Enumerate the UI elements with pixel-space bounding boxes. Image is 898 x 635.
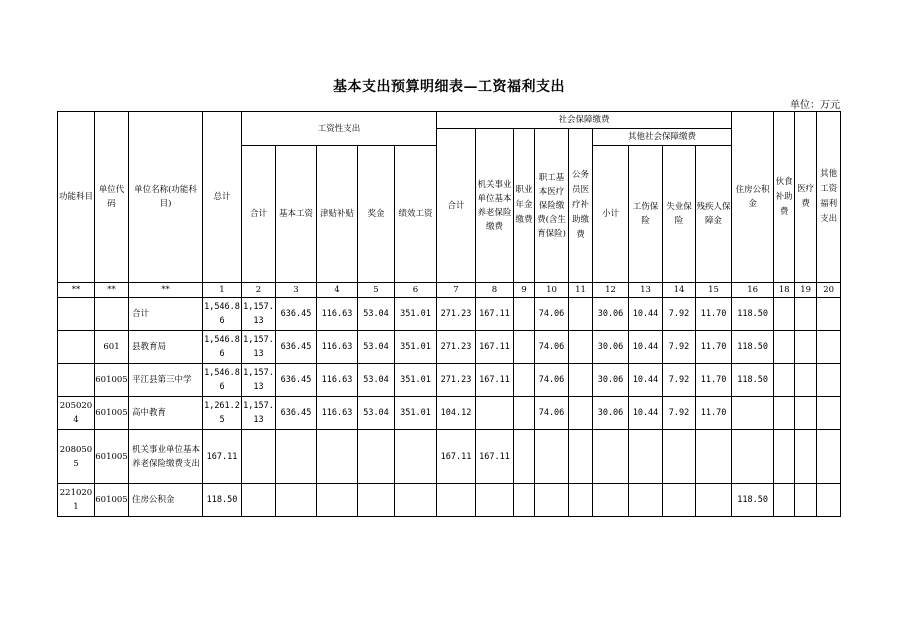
header-other-welfare: 其他工资福利支出 xyxy=(817,112,841,283)
table-cell: 601005 xyxy=(95,364,129,397)
table-cell: 1,157.13 xyxy=(242,364,276,397)
table-cell xyxy=(58,364,95,397)
table-cell xyxy=(817,484,841,517)
table-cell: 7.92 xyxy=(663,397,696,430)
table-cell xyxy=(795,298,817,331)
table-cell: 74.06 xyxy=(535,331,569,364)
table-row xyxy=(58,298,841,331)
table-cell xyxy=(663,484,696,517)
table-cell: 167.11 xyxy=(203,430,242,484)
header-social-group: 社会保障缴费 xyxy=(437,112,732,129)
index-cell: 3 xyxy=(276,283,317,298)
table-cell xyxy=(476,484,514,517)
index-cell: 20 xyxy=(817,283,841,298)
index-cell: 9 xyxy=(514,283,535,298)
table-cell xyxy=(514,331,535,364)
index-cell: 14 xyxy=(663,283,696,298)
table-cell xyxy=(58,298,95,331)
table-cell: 53.04 xyxy=(358,364,395,397)
index-cell: 1 xyxy=(203,283,242,298)
table-cell: 167.11 xyxy=(476,331,514,364)
table-cell xyxy=(58,331,95,364)
table-cell: 167.11 xyxy=(476,364,514,397)
table-cell: 住房公积金 xyxy=(129,484,203,517)
table-cell xyxy=(795,331,817,364)
table-cell: 53.04 xyxy=(358,397,395,430)
table-cell: 118.50 xyxy=(203,484,242,517)
header-basic-wage: 基本工资 xyxy=(276,146,317,283)
table-cell: 11.70 xyxy=(696,397,732,430)
table-cell: 636.45 xyxy=(276,397,317,430)
table-cell xyxy=(514,397,535,430)
table-cell xyxy=(774,364,795,397)
header-meal: 伙食补助费 xyxy=(774,112,795,283)
table-cell: 11.70 xyxy=(696,331,732,364)
table-cell xyxy=(358,484,395,517)
table-cell: 1,546.86 xyxy=(203,298,242,331)
table-cell xyxy=(663,430,696,484)
table-cell: 30.06 xyxy=(593,364,629,397)
header-other-subtotal: 小计 xyxy=(593,146,629,283)
table-cell: 县教育局 xyxy=(129,331,203,364)
table-cell xyxy=(276,430,317,484)
table-cell xyxy=(317,430,358,484)
index-cell: 7 xyxy=(437,283,476,298)
table-cell xyxy=(774,298,795,331)
header-total: 总计 xyxy=(203,112,242,283)
table-cell: 74.06 xyxy=(535,298,569,331)
header-civil-medical: 公务员医疗补助缴费 xyxy=(569,129,593,283)
table-row xyxy=(58,331,841,364)
table-cell: 351.01 xyxy=(395,331,437,364)
table-cell: 合计 xyxy=(129,298,203,331)
index-cell: 16 xyxy=(732,283,774,298)
table-cell: 1,157.13 xyxy=(242,397,276,430)
budget-table xyxy=(57,111,841,517)
table-cell xyxy=(774,397,795,430)
table-row xyxy=(58,484,841,517)
index-cell: 19 xyxy=(795,283,817,298)
table-cell xyxy=(569,430,593,484)
table-cell: 1,261.25 xyxy=(203,397,242,430)
table-cell xyxy=(358,430,395,484)
table-cell: 机关事业单位基本养老保险缴费支出 xyxy=(129,430,203,484)
unit-label: 单位：万元 xyxy=(790,100,840,111)
index-cell: ** xyxy=(95,283,129,298)
table-cell: 118.50 xyxy=(732,298,774,331)
table-cell xyxy=(774,484,795,517)
header-other-group: 其他社会保障缴费 xyxy=(593,129,732,146)
table-cell: 351.01 xyxy=(395,298,437,331)
table-cell: 7.92 xyxy=(663,331,696,364)
page-title: 基本支出预算明细表—工资福利支出 xyxy=(333,79,565,95)
table-cell: 53.04 xyxy=(358,298,395,331)
table-row xyxy=(58,430,841,484)
header-pension: 机关事业单位基本养老保险缴费 xyxy=(476,129,514,283)
index-cell: 5 xyxy=(358,283,395,298)
table-cell: 271.23 xyxy=(437,364,476,397)
table-cell: 2210201 xyxy=(58,484,95,517)
table-cell xyxy=(795,430,817,484)
header-housing: 住房公积金 xyxy=(732,112,774,283)
header-performance: 绩效工资 xyxy=(395,146,437,283)
index-cell: 6 xyxy=(395,283,437,298)
header-disability: 残疾人保障金 xyxy=(696,146,732,283)
table-cell: 351.01 xyxy=(395,397,437,430)
table-cell xyxy=(593,484,629,517)
table-cell xyxy=(535,484,569,517)
table-cell xyxy=(437,484,476,517)
table-cell xyxy=(569,298,593,331)
table-cell: 116.63 xyxy=(317,364,358,397)
table-cell xyxy=(242,430,276,484)
table-cell: 53.04 xyxy=(358,331,395,364)
index-cell: 10 xyxy=(535,283,569,298)
index-cell: 13 xyxy=(629,283,663,298)
table-cell: 167.11 xyxy=(437,430,476,484)
table-cell xyxy=(795,397,817,430)
table-cell: 601005 xyxy=(95,430,129,484)
index-cell: ** xyxy=(129,283,203,298)
table-cell: 1,157.13 xyxy=(242,298,276,331)
table-cell: 636.45 xyxy=(276,364,317,397)
table-cell: 271.23 xyxy=(437,298,476,331)
header-injury: 工伤保险 xyxy=(629,146,663,283)
table-cell xyxy=(514,298,535,331)
header-wage-group: 工资性支出 xyxy=(242,112,437,146)
header-func-code: 功能科目 xyxy=(58,112,95,283)
table-cell xyxy=(732,397,774,430)
table-cell: 167.11 xyxy=(476,430,514,484)
table-cell: 116.63 xyxy=(317,331,358,364)
header-bonus: 奖金 xyxy=(358,146,395,283)
table-cell xyxy=(732,430,774,484)
table-cell xyxy=(774,331,795,364)
table-cell: 10.44 xyxy=(629,397,663,430)
table-cell xyxy=(395,484,437,517)
table-cell: 601005 xyxy=(95,397,129,430)
table-cell: 104.12 xyxy=(437,397,476,430)
header-medical-fee: 医疗费 xyxy=(795,112,817,283)
table-cell xyxy=(817,430,841,484)
table-cell xyxy=(514,484,535,517)
index-cell: 8 xyxy=(476,283,514,298)
index-cell: 11 xyxy=(569,283,593,298)
table-cell: 1,546.86 xyxy=(203,364,242,397)
table-cell xyxy=(535,430,569,484)
index-cell: 2 xyxy=(242,283,276,298)
table-cell: 118.50 xyxy=(732,364,774,397)
header-allowance: 津贴补贴 xyxy=(317,146,358,283)
index-cell: 4 xyxy=(317,283,358,298)
table-row xyxy=(58,364,841,397)
table-cell xyxy=(817,331,841,364)
table-cell: 167.11 xyxy=(476,298,514,331)
table-cell xyxy=(817,298,841,331)
header-annuity: 职业年金缴费 xyxy=(514,129,535,283)
index-row xyxy=(58,283,841,298)
header-wage-subtotal: 合计 xyxy=(242,146,276,283)
table-cell xyxy=(696,430,732,484)
table-cell: 118.50 xyxy=(732,331,774,364)
table-cell xyxy=(629,484,663,517)
table-cell xyxy=(569,331,593,364)
table-cell: 2050204 xyxy=(58,397,95,430)
index-cell: 12 xyxy=(593,283,629,298)
table-cell: 601005 xyxy=(95,484,129,517)
table-cell: 636.45 xyxy=(276,298,317,331)
table-cell: 1,157.13 xyxy=(242,331,276,364)
table-cell xyxy=(514,364,535,397)
index-cell: 15 xyxy=(696,283,732,298)
table-row xyxy=(58,397,841,430)
table-cell xyxy=(817,397,841,430)
table-cell xyxy=(476,397,514,430)
header-social-subtotal: 合计 xyxy=(437,129,476,283)
table-cell: 601 xyxy=(95,331,129,364)
header-unit-code: 单位代码 xyxy=(95,112,129,283)
header-unemployment: 失业保险 xyxy=(663,146,696,283)
table-cell xyxy=(95,298,129,331)
table-cell: 636.45 xyxy=(276,331,317,364)
table-cell: 11.70 xyxy=(696,298,732,331)
index-cell: ** xyxy=(58,283,95,298)
table-cell xyxy=(629,430,663,484)
table-cell xyxy=(593,430,629,484)
table-cell: 10.44 xyxy=(629,331,663,364)
table-cell: 74.06 xyxy=(535,364,569,397)
table-cell: 118.50 xyxy=(732,484,774,517)
table-cell xyxy=(795,484,817,517)
table-cell xyxy=(817,364,841,397)
table-cell: 351.01 xyxy=(395,364,437,397)
table-cell xyxy=(276,484,317,517)
table-cell: 高中教育 xyxy=(129,397,203,430)
table-cell: 30.06 xyxy=(593,298,629,331)
table-cell: 7.92 xyxy=(663,298,696,331)
header-medical: 职工基本医疗保险缴费(含生育保险) xyxy=(535,129,569,283)
table-cell xyxy=(774,430,795,484)
table-cell xyxy=(395,430,437,484)
table-cell xyxy=(514,430,535,484)
table-cell: 116.63 xyxy=(317,397,358,430)
table-cell: 30.06 xyxy=(593,397,629,430)
table-cell xyxy=(795,364,817,397)
table-cell xyxy=(696,484,732,517)
table-cell: 7.92 xyxy=(663,364,696,397)
table-cell: 10.44 xyxy=(629,364,663,397)
table-cell: 30.06 xyxy=(593,331,629,364)
table-cell: 116.63 xyxy=(317,298,358,331)
table-cell xyxy=(242,484,276,517)
table-cell: 2080505 xyxy=(58,430,95,484)
table-cell xyxy=(569,364,593,397)
table-cell: 10.44 xyxy=(629,298,663,331)
table-cell: 271.23 xyxy=(437,331,476,364)
header-unit-name: 单位名称(功能科目) xyxy=(129,112,203,283)
table-cell: 74.06 xyxy=(535,397,569,430)
table-cell xyxy=(569,484,593,517)
table-cell: 1,546.86 xyxy=(203,331,242,364)
table-cell: 11.70 xyxy=(696,364,732,397)
table-cell xyxy=(317,484,358,517)
index-cell: 18 xyxy=(774,283,795,298)
table-cell: 平江县第三中学 xyxy=(129,364,203,397)
table-cell xyxy=(569,397,593,430)
